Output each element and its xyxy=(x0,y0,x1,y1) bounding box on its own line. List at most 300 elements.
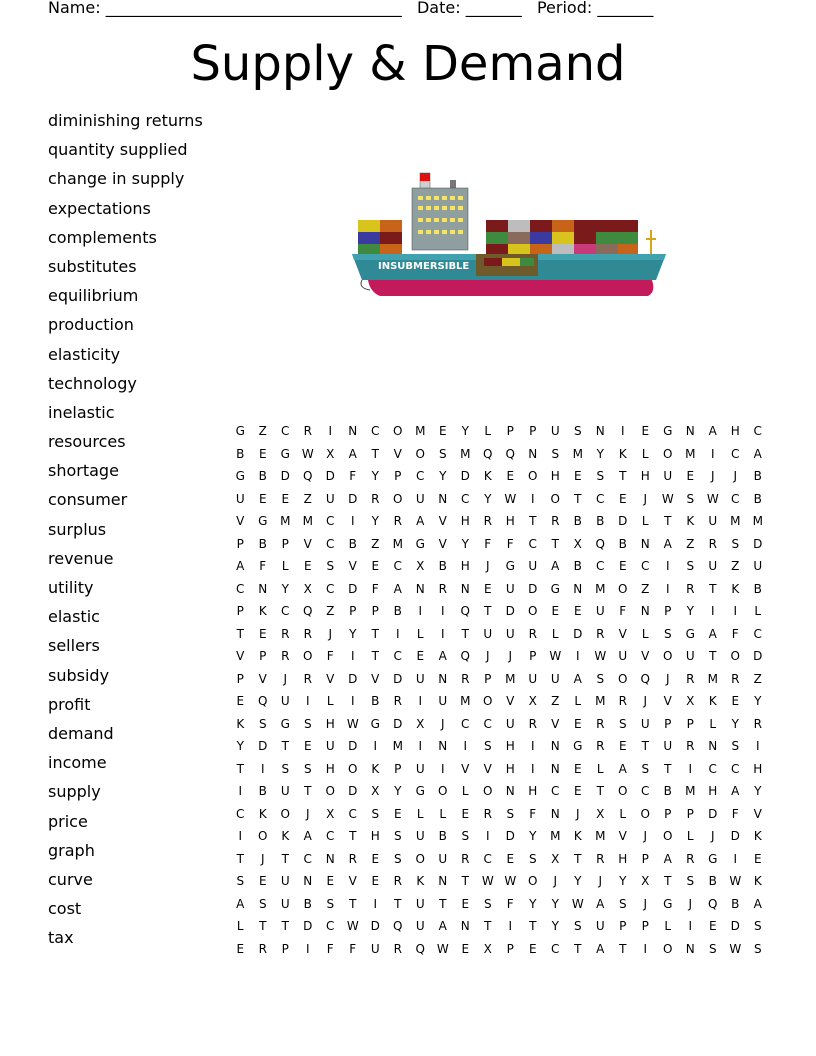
grid-letter[interactable]: G xyxy=(708,851,718,866)
grid-letter[interactable]: S xyxy=(618,896,627,911)
grid-letter[interactable]: K xyxy=(416,874,425,889)
grid-letter[interactable]: G xyxy=(415,536,425,551)
grid-letter[interactable]: N xyxy=(505,784,515,799)
grid-letter[interactable]: K xyxy=(708,694,717,709)
grid-letter[interactable]: M xyxy=(280,514,291,529)
grid-letter[interactable]: C xyxy=(326,514,335,529)
grid-letter[interactable]: H xyxy=(708,784,718,799)
grid-letter[interactable]: W xyxy=(504,874,517,889)
grid-letter[interactable]: M xyxy=(730,514,741,529)
grid-letter[interactable]: S xyxy=(686,491,695,506)
grid-letter[interactable]: T xyxy=(574,491,582,506)
grid-letter[interactable]: U xyxy=(438,694,448,709)
grid-letter[interactable]: J xyxy=(710,829,715,844)
grid-letter[interactable]: A xyxy=(393,581,402,596)
grid-letter[interactable]: E xyxy=(461,941,470,956)
grid-letter[interactable]: L xyxy=(754,604,762,619)
grid-letter[interactable]: T xyxy=(259,919,267,934)
grid-letter[interactable]: T xyxy=(551,536,559,551)
grid-letter[interactable]: R xyxy=(371,491,380,506)
grid-letter[interactable]: B xyxy=(258,784,267,799)
grid-letter[interactable]: L xyxy=(686,829,694,844)
grid-letter[interactable]: H xyxy=(460,559,470,574)
grid-letter[interactable]: T xyxy=(281,919,289,934)
grid-letter[interactable]: A xyxy=(663,536,672,551)
grid-letter[interactable]: I xyxy=(350,694,355,709)
grid-letter[interactable]: N xyxy=(438,491,448,506)
grid-letter[interactable]: V xyxy=(641,649,650,664)
grid-letter[interactable]: V xyxy=(483,761,492,776)
grid-letter[interactable]: Y xyxy=(574,874,582,889)
grid-letter[interactable]: F xyxy=(731,806,739,821)
grid-letter[interactable]: D xyxy=(325,469,335,484)
grid-letter[interactable]: X xyxy=(326,446,335,461)
grid-letter[interactable]: E xyxy=(731,694,740,709)
grid-letter[interactable]: R xyxy=(483,806,492,821)
grid-letter[interactable]: L xyxy=(596,761,604,776)
grid-letter[interactable]: M xyxy=(302,514,313,529)
grid-letter[interactable]: T xyxy=(236,626,244,641)
grid-letter[interactable]: F xyxy=(349,469,357,484)
grid-letter[interactable]: G xyxy=(573,739,583,754)
grid-letter[interactable]: R xyxy=(528,716,537,731)
grid-letter[interactable]: D xyxy=(730,829,740,844)
grid-letter[interactable]: J xyxy=(485,559,490,574)
grid-letter[interactable]: T xyxy=(529,514,537,529)
grid-letter[interactable]: S xyxy=(573,424,582,439)
grid-letter[interactable]: Y xyxy=(529,829,537,844)
grid-letter[interactable]: E xyxy=(618,559,627,574)
grid-letter[interactable]: E xyxy=(303,559,312,574)
grid-letter[interactable]: M xyxy=(460,694,471,709)
grid-letter[interactable]: S xyxy=(528,851,537,866)
grid-letter[interactable]: T xyxy=(281,851,289,866)
grid-letter[interactable]: B xyxy=(596,514,605,529)
grid-letter[interactable]: X xyxy=(303,581,312,596)
grid-letter[interactable]: U xyxy=(708,514,718,529)
grid-letter[interactable]: K xyxy=(258,604,267,619)
grid-letter[interactable]: L xyxy=(439,806,447,821)
grid-letter[interactable]: F xyxy=(349,941,357,956)
grid-letter[interactable]: G xyxy=(370,716,380,731)
grid-letter[interactable]: C xyxy=(281,604,290,619)
grid-letter[interactable]: Y xyxy=(686,604,694,619)
grid-letter[interactable]: S xyxy=(596,671,605,686)
grid-letter[interactable]: A xyxy=(416,514,425,529)
grid-letter[interactable]: X xyxy=(573,536,582,551)
grid-letter[interactable]: R xyxy=(461,851,470,866)
grid-letter[interactable]: Q xyxy=(303,604,313,619)
grid-letter[interactable]: C xyxy=(461,716,470,731)
grid-letter[interactable]: E xyxy=(573,716,582,731)
date-blank[interactable]: _______ xyxy=(465,0,522,17)
grid-letter[interactable]: W xyxy=(571,896,584,911)
grid-letter[interactable]: W xyxy=(504,491,517,506)
grid-letter[interactable]: E xyxy=(618,739,627,754)
grid-letter[interactable]: S xyxy=(258,716,267,731)
grid-letter[interactable]: S xyxy=(731,536,740,551)
grid-letter[interactable]: A xyxy=(753,896,762,911)
grid-letter[interactable]: N xyxy=(550,806,560,821)
grid-letter[interactable]: C xyxy=(326,919,335,934)
grid-letter[interactable]: I xyxy=(418,739,423,754)
grid-letter[interactable]: I xyxy=(710,604,715,619)
grid-letter[interactable]: D xyxy=(348,784,358,799)
grid-letter[interactable]: X xyxy=(416,716,425,731)
grid-letter[interactable]: E xyxy=(573,604,582,619)
grid-letter[interactable]: Q xyxy=(303,469,313,484)
grid-letter[interactable]: R xyxy=(393,514,402,529)
grid-letter[interactable]: U xyxy=(505,581,515,596)
grid-letter[interactable]: I xyxy=(755,739,760,754)
grid-letter[interactable]: I xyxy=(508,919,513,934)
grid-letter[interactable]: I xyxy=(688,919,693,934)
grid-letter[interactable]: S xyxy=(506,806,515,821)
grid-letter[interactable]: C xyxy=(393,649,402,664)
grid-letter[interactable]: T xyxy=(709,581,717,596)
grid-letter[interactable]: E xyxy=(258,874,267,889)
grid-letter[interactable]: Y xyxy=(461,424,469,439)
grid-letter[interactable]: Q xyxy=(460,604,470,619)
grid-letter[interactable]: H xyxy=(618,851,628,866)
grid-letter[interactable]: Y xyxy=(281,581,289,596)
grid-letter[interactable]: X xyxy=(528,694,537,709)
grid-letter[interactable]: U xyxy=(550,671,560,686)
grid-letter[interactable]: W xyxy=(661,491,674,506)
grid-letter[interactable]: F xyxy=(529,806,537,821)
grid-letter[interactable]: Y xyxy=(484,491,492,506)
grid-letter[interactable]: Q xyxy=(258,694,268,709)
grid-letter[interactable]: N xyxy=(348,424,358,439)
grid-letter[interactable]: R xyxy=(461,671,470,686)
grid-letter[interactable]: A xyxy=(303,829,312,844)
grid-letter[interactable]: J xyxy=(283,671,288,686)
grid-letter[interactable]: I xyxy=(305,941,310,956)
grid-letter[interactable]: F xyxy=(731,626,739,641)
grid-letter[interactable]: R xyxy=(393,874,402,889)
grid-letter[interactable]: R xyxy=(528,626,537,641)
grid-letter[interactable]: E xyxy=(483,581,492,596)
grid-letter[interactable]: E xyxy=(258,626,267,641)
grid-letter[interactable]: E xyxy=(573,469,582,484)
grid-letter[interactable]: Y xyxy=(371,469,379,484)
grid-letter[interactable]: B xyxy=(258,536,267,551)
grid-letter[interactable]: V xyxy=(551,716,560,731)
grid-letter[interactable]: P xyxy=(529,424,537,439)
grid-letter[interactable]: R xyxy=(258,941,267,956)
grid-letter[interactable]: R xyxy=(348,851,357,866)
grid-letter[interactable]: E xyxy=(753,851,762,866)
grid-letter[interactable]: P xyxy=(619,919,627,934)
grid-letter[interactable]: P xyxy=(281,941,289,956)
grid-letter[interactable]: E xyxy=(236,694,245,709)
grid-letter[interactable]: K xyxy=(371,761,380,776)
grid-letter[interactable]: I xyxy=(733,851,738,866)
grid-letter[interactable]: A xyxy=(731,784,740,799)
grid-letter[interactable]: E xyxy=(371,559,380,574)
grid-letter[interactable]: J xyxy=(485,649,490,664)
grid-letter[interactable]: U xyxy=(663,739,673,754)
grid-letter[interactable]: Z xyxy=(731,559,740,574)
grid-letter[interactable]: D xyxy=(505,604,515,619)
grid-letter[interactable]: A xyxy=(663,851,672,866)
grid-letter[interactable]: T xyxy=(529,919,537,934)
grid-letter[interactable]: N xyxy=(708,739,718,754)
grid-letter[interactable]: N xyxy=(460,919,470,934)
grid-letter[interactable]: V xyxy=(348,874,357,889)
grid-letter[interactable]: O xyxy=(325,784,335,799)
grid-letter[interactable]: B xyxy=(753,581,762,596)
grid-letter[interactable]: G xyxy=(685,626,695,641)
grid-letter[interactable]: S xyxy=(753,919,762,934)
grid-letter[interactable]: T xyxy=(619,941,627,956)
grid-letter[interactable]: T xyxy=(574,941,582,956)
grid-letter[interactable]: N xyxy=(640,536,650,551)
grid-letter[interactable]: Y xyxy=(529,896,537,911)
grid-letter[interactable]: Y xyxy=(731,716,739,731)
grid-letter[interactable]: T xyxy=(439,896,447,911)
grid-letter[interactable]: B xyxy=(753,469,762,484)
grid-letter[interactable]: B xyxy=(371,694,380,709)
grid-letter[interactable]: R xyxy=(596,739,605,754)
grid-letter[interactable]: O xyxy=(663,829,673,844)
grid-letter[interactable]: Y xyxy=(236,739,244,754)
grid-letter[interactable]: D xyxy=(753,649,763,664)
grid-letter[interactable]: E xyxy=(258,491,267,506)
grid-letter[interactable]: N xyxy=(528,446,538,461)
grid-letter[interactable]: X xyxy=(416,559,425,574)
grid-letter[interactable]: H xyxy=(505,514,515,529)
grid-letter[interactable]: L xyxy=(281,559,289,574)
grid-letter[interactable]: S xyxy=(641,761,650,776)
grid-letter[interactable]: Q xyxy=(393,919,403,934)
grid-letter[interactable]: S xyxy=(483,739,492,754)
grid-letter[interactable]: W xyxy=(436,941,449,956)
grid-letter[interactable]: E xyxy=(618,491,627,506)
grid-letter[interactable]: E xyxy=(528,941,537,956)
grid-letter[interactable]: S xyxy=(303,761,312,776)
grid-letter[interactable]: Y xyxy=(551,919,559,934)
grid-letter[interactable]: C xyxy=(236,581,245,596)
grid-letter[interactable]: Z xyxy=(551,694,560,709)
grid-letter[interactable]: K xyxy=(753,874,762,889)
grid-letter[interactable]: I xyxy=(418,604,423,619)
grid-letter[interactable]: I xyxy=(238,829,243,844)
grid-letter[interactable]: U xyxy=(483,626,493,641)
grid-letter[interactable]: Q xyxy=(595,536,605,551)
grid-letter[interactable]: C xyxy=(281,424,290,439)
grid-letter[interactable]: O xyxy=(528,469,538,484)
grid-letter[interactable]: P xyxy=(506,424,514,439)
grid-letter[interactable]: H xyxy=(550,469,560,484)
grid-letter[interactable]: S xyxy=(663,626,672,641)
grid-letter[interactable]: U xyxy=(595,604,605,619)
grid-letter[interactable]: D xyxy=(730,919,740,934)
grid-letter[interactable]: T xyxy=(484,604,492,619)
grid-letter[interactable]: D xyxy=(370,919,380,934)
grid-letter[interactable]: I xyxy=(418,694,423,709)
grid-letter[interactable]: E xyxy=(506,469,515,484)
grid-letter[interactable]: F xyxy=(484,536,492,551)
grid-letter[interactable]: D xyxy=(393,716,403,731)
grid-letter[interactable]: B xyxy=(663,784,672,799)
grid-letter[interactable]: M xyxy=(752,514,763,529)
grid-letter[interactable]: U xyxy=(595,919,605,934)
grid-letter[interactable]: Z xyxy=(641,581,650,596)
grid-letter[interactable]: U xyxy=(528,559,538,574)
grid-letter[interactable]: I xyxy=(733,604,738,619)
grid-letter[interactable]: R xyxy=(303,626,312,641)
grid-letter[interactable]: L xyxy=(416,626,424,641)
grid-letter[interactable]: T xyxy=(371,649,379,664)
grid-letter[interactable]: D xyxy=(753,536,763,551)
grid-letter[interactable]: C xyxy=(551,941,560,956)
grid-letter[interactable]: P xyxy=(394,469,402,484)
grid-letter[interactable]: D xyxy=(708,806,718,821)
grid-letter[interactable]: I xyxy=(238,784,243,799)
grid-letter[interactable]: Z xyxy=(303,491,312,506)
grid-letter[interactable]: K xyxy=(483,469,492,484)
grid-letter[interactable]: Y xyxy=(754,784,762,799)
grid-letter[interactable]: J xyxy=(553,874,558,889)
grid-letter[interactable]: O xyxy=(303,649,313,664)
grid-letter[interactable]: W xyxy=(729,874,742,889)
period-blank[interactable]: _______ xyxy=(597,0,654,17)
grid-letter[interactable]: D xyxy=(460,469,470,484)
grid-letter[interactable]: N xyxy=(640,604,650,619)
grid-letter[interactable]: S xyxy=(461,829,470,844)
grid-letter[interactable]: K xyxy=(236,716,245,731)
grid-letter[interactable]: S xyxy=(258,896,267,911)
grid-letter[interactable]: J xyxy=(643,896,648,911)
grid-letter[interactable]: G xyxy=(280,446,290,461)
grid-letter[interactable]: M xyxy=(392,536,403,551)
grid-letter[interactable]: R xyxy=(281,649,290,664)
grid-letter[interactable]: M xyxy=(595,694,606,709)
grid-letter[interactable]: C xyxy=(326,536,335,551)
grid-letter[interactable]: D xyxy=(573,626,583,641)
grid-letter[interactable]: L xyxy=(709,716,717,731)
grid-letter[interactable]: E xyxy=(258,446,267,461)
grid-letter[interactable]: E xyxy=(551,604,560,619)
grid-letter[interactable]: H xyxy=(730,424,740,439)
grid-letter[interactable]: T xyxy=(484,919,492,934)
grid-letter[interactable]: E xyxy=(641,424,650,439)
grid-letter[interactable]: R xyxy=(686,851,695,866)
grid-letter[interactable]: G xyxy=(415,784,425,799)
grid-letter[interactable]: J xyxy=(688,896,693,911)
grid-letter[interactable]: T xyxy=(596,784,604,799)
grid-letter[interactable]: X xyxy=(483,941,492,956)
grid-letter[interactable]: I xyxy=(575,649,580,664)
grid-letter[interactable]: R xyxy=(596,716,605,731)
grid-letter[interactable]: F xyxy=(326,649,334,664)
grid-letter[interactable]: W xyxy=(301,446,314,461)
grid-letter[interactable]: O xyxy=(550,491,560,506)
grid-letter[interactable]: A xyxy=(438,919,447,934)
grid-letter[interactable]: F xyxy=(371,581,379,596)
grid-letter[interactable]: M xyxy=(595,829,606,844)
grid-letter[interactable]: E xyxy=(506,851,515,866)
grid-letter[interactable]: N xyxy=(460,581,470,596)
grid-letter[interactable]: I xyxy=(530,739,535,754)
grid-letter[interactable]: S xyxy=(281,761,290,776)
grid-letter[interactable]: S xyxy=(708,941,717,956)
grid-letter[interactable]: K xyxy=(258,806,267,821)
grid-letter[interactable]: L xyxy=(236,919,244,934)
grid-letter[interactable]: O xyxy=(618,784,628,799)
grid-letter[interactable]: O xyxy=(438,784,448,799)
grid-letter[interactable]: B xyxy=(573,559,582,574)
grid-letter[interactable]: S xyxy=(236,874,245,889)
grid-letter[interactable]: J xyxy=(575,806,580,821)
grid-letter[interactable]: C xyxy=(731,761,740,776)
grid-letter[interactable]: X xyxy=(686,694,695,709)
grid-letter[interactable]: R xyxy=(596,626,605,641)
grid-letter[interactable]: T xyxy=(236,851,244,866)
grid-letter[interactable]: V xyxy=(258,671,267,686)
grid-letter[interactable]: P xyxy=(484,671,492,686)
grid-letter[interactable]: I xyxy=(530,491,535,506)
grid-letter[interactable]: U xyxy=(505,716,515,731)
grid-letter[interactable]: J xyxy=(440,716,445,731)
grid-letter[interactable]: B xyxy=(731,896,740,911)
grid-letter[interactable]: F xyxy=(619,604,627,619)
grid-letter[interactable]: U xyxy=(280,874,290,889)
grid-letter[interactable]: E xyxy=(281,491,290,506)
grid-letter[interactable]: K xyxy=(753,829,762,844)
grid-letter[interactable]: P xyxy=(259,649,267,664)
grid-letter[interactable]: U xyxy=(640,716,650,731)
grid-letter[interactable]: J xyxy=(305,806,310,821)
grid-letter[interactable]: L xyxy=(664,919,672,934)
grid-letter[interactable]: J xyxy=(643,694,648,709)
grid-letter[interactable]: B xyxy=(393,604,402,619)
grid-letter[interactable]: U xyxy=(280,694,290,709)
grid-letter[interactable]: V xyxy=(393,446,402,461)
grid-letter[interactable]: C xyxy=(708,761,717,776)
grid-letter[interactable]: F xyxy=(506,896,514,911)
grid-letter[interactable]: U xyxy=(753,559,763,574)
grid-letter[interactable]: N xyxy=(415,581,425,596)
grid-letter[interactable]: L xyxy=(619,806,627,821)
grid-letter[interactable]: J xyxy=(733,469,738,484)
grid-letter[interactable]: D xyxy=(348,739,358,754)
grid-letter[interactable]: W xyxy=(481,874,494,889)
grid-letter[interactable]: I xyxy=(305,694,310,709)
grid-letter[interactable]: I xyxy=(350,514,355,529)
grid-letter[interactable]: L xyxy=(641,514,649,529)
grid-letter[interactable]: H xyxy=(460,514,470,529)
grid-letter[interactable]: M xyxy=(415,424,426,439)
grid-letter[interactable]: T xyxy=(371,626,379,641)
grid-letter[interactable]: I xyxy=(395,626,400,641)
grid-letter[interactable]: A xyxy=(753,446,762,461)
grid-letter[interactable]: X xyxy=(641,874,650,889)
grid-letter[interactable]: O xyxy=(618,671,628,686)
grid-letter[interactable]: U xyxy=(550,424,560,439)
grid-letter[interactable]: O xyxy=(663,649,673,664)
grid-letter[interactable]: Q xyxy=(460,649,470,664)
grid-letter[interactable]: M xyxy=(392,739,403,754)
grid-letter[interactable]: R xyxy=(393,941,402,956)
grid-letter[interactable]: K xyxy=(281,829,290,844)
grid-letter[interactable]: B xyxy=(438,829,447,844)
grid-letter[interactable]: U xyxy=(663,469,673,484)
grid-letter[interactable]: O xyxy=(663,446,673,461)
grid-letter[interactable]: R xyxy=(686,671,695,686)
grid-letter[interactable]: R xyxy=(753,716,762,731)
